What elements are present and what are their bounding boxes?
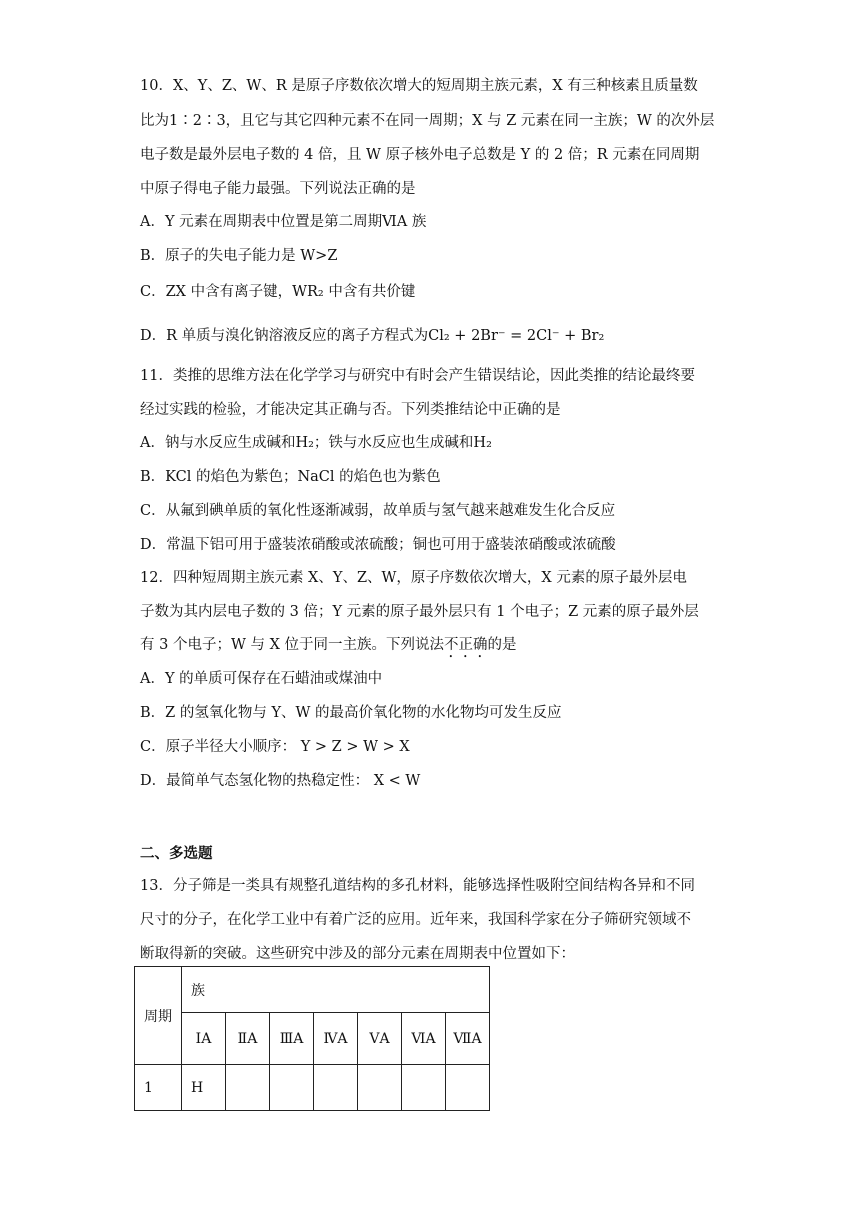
group-cell: ⅦA [446,1013,490,1065]
q11-option-c: C．从氟到碘单质的氧化性逐渐减弱，故单质与氢气越来越难发生化合反应 [140,503,616,519]
q12-stem-line-2: 子数为其内层电子数的 3 倍；Y 元素的原子最外层只有 1 个电子；Z 元素的原子最外层 [140,604,699,620]
q13-stem-line-1: 13．分子筛是一类具有规整孔道结构的多孔材料，能够选择性吸附空间结构各异和不同 [140,878,695,894]
q12-stem-tail: 的是 [487,637,517,653]
period-header: 周期 [135,967,182,1065]
q10-option-c: C．ZX 中含有离子键，WR₂ 中含有共价键 [140,284,416,300]
element-cell [446,1065,490,1111]
table-row [135,1065,490,1111]
element-cell [270,1065,314,1111]
q11-option-b: B．KCl 的焰色为紫色；NaCl 的焰色也为紫色 [140,469,441,485]
q11-option-a: A．钠与水反应生成碱和H₂；铁与水反应也生成碱和H₂ [140,435,492,451]
group-cell: ⅢA [270,1013,314,1065]
q11-option-d: D．常温下铝可用于盛装浓硝酸或浓硫酸；铜也可用于盛装浓硝酸或浓硫酸 [140,537,616,553]
q12-option-a: A．Y 的单质可保存在石蜡油或煤油中 [140,671,383,687]
q13-stem-line-3: 断取得新的突破。这些研究中涉及的部分元素在周期表中位置如下： [140,946,575,962]
q12-option-d: D．最简单气态氢化物的热稳定性： X < W [140,773,421,789]
q13-stem-line-2: 尺寸的分子，在化学工业中有着广泛的应用。近年来，我国科学家在分子筛研究领域不 [140,912,691,928]
element-cell [314,1065,358,1111]
group-header: 族 [182,967,490,1013]
q11-stem-line-2: 经过实践的检验，才能决定其正确与否。下列类推结论中正确的是 [140,402,561,418]
q12-option-b: B．Z 的氢氧化物与 Y、W 的最高价氧化物的水化物均可发生反应 [140,705,562,721]
q10-option-b: B．原子的失电子能力是 W>Z [140,248,338,264]
periodic-table [134,966,490,1111]
q12-stem-line-1: 12．四种短周期主族元素 X、Y、Z、W，原子序数依次增大，X 元素的原子最外层电 [140,570,687,586]
q11-stem-line-1: 11．类推的思维方法在化学学习与研究中有时会产生错误结论，因此类推的结论最终要 [140,368,695,384]
q10-option-a: A．Y 元素在周期表中位置是第二周期ⅥA 族 [140,214,427,230]
group-cell: ⅠA [182,1013,226,1065]
group-cell: ⅣA [314,1013,358,1065]
section-title: 二、多选题 [140,845,213,862]
group-cell: ⅡA [226,1013,270,1065]
element-cell [226,1065,270,1111]
q12-stem-line-3 [140,635,517,661]
q10-stem-line-2: 比为1∶2∶3，且它与其它四种元素不在同一周期；X 与 Z 元素在同一主族；W 的次外层 [140,113,715,129]
q10-stem-line-3: 电子数是最外层电子数的 4 倍，且 W 原子核外电子总数是 Y 的 2 倍；R 元素在同周期 [140,147,700,163]
q10-option-d: D．R 单质与溴化钠溶液反应的离子方程式为Cl₂ + 2Br⁻ = 2Cl⁻ + Br₂ [140,328,605,344]
element-cell [402,1065,446,1111]
group-cell: ⅤA [358,1013,402,1065]
q10-stem-line-4: 中原子得电子能力最强。下列说法正确的是 [140,181,416,197]
element-cell [358,1065,402,1111]
q12-stem-line-3-text: 有 3 个电子；W 与 X 位于同一主族。下列说法 [140,637,444,653]
group-cell: ⅥA [402,1013,446,1065]
q12-option-c: C．原子半径大小顺序： Y > Z > W > X [140,739,410,755]
period-cell: 1 [135,1065,182,1111]
q10-stem-line-1: 10．X、Y、Z、W、R 是原子序数依次增大的短周期主族元素，X 有三种核素且质量数 [140,78,698,94]
q12-emphasis-text: 不正确 [444,637,488,653]
element-cell: H [182,1065,226,1111]
